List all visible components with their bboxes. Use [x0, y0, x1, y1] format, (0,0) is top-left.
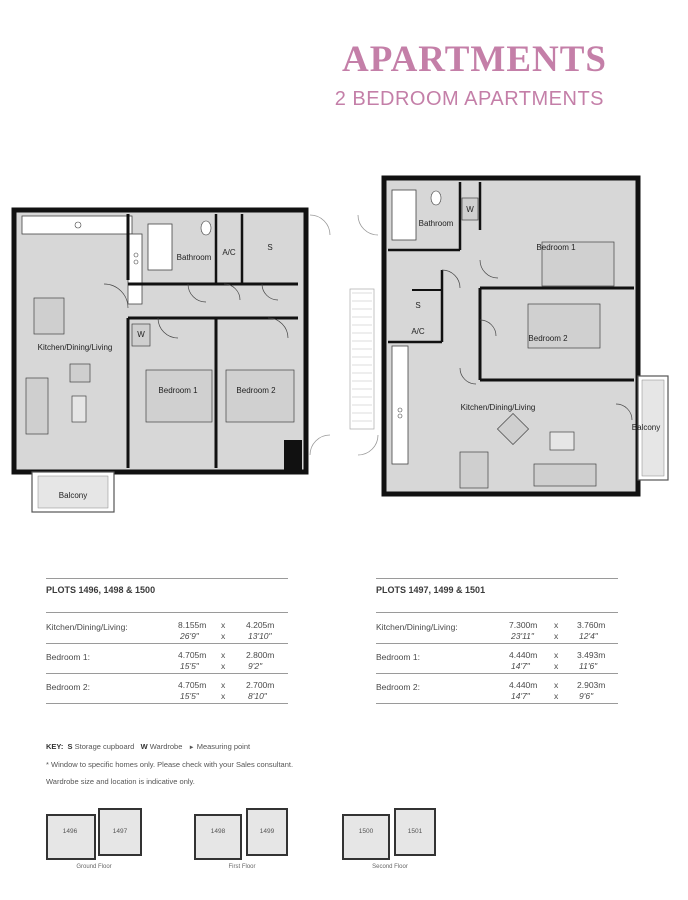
plan-right-label-ac: A/C — [411, 327, 425, 336]
key-storage-code: S — [67, 742, 73, 751]
site-plan-caption: First Floor — [228, 864, 256, 870]
site-plan-unit-a: 1500 — [358, 828, 374, 835]
table-left-row-depth-ft: 9'2" — [248, 661, 263, 671]
table-right-row-width-m: 7.300m — [509, 620, 538, 630]
plan-left-label-wardrobe: W — [137, 330, 145, 339]
key-note-window: * Window to specific homes only. Please check with your Sales consultant. — [46, 760, 294, 769]
plan-right-label-bedroom-2: Bedroom 2 — [528, 334, 568, 343]
plan-right-label-kitchen: Kitchen/Dining/Living — [460, 403, 536, 412]
table-right-row-depth-ft: 11'6" — [579, 661, 598, 671]
site-plan-unit-b: 1499 — [259, 828, 275, 835]
site-plan-unit-a: 1498 — [210, 828, 226, 835]
table-right-row-depth-m: 2.903m — [577, 680, 606, 690]
site-plan-caption: Ground Floor — [76, 864, 112, 870]
table-left-row-width-m: 8.155m — [178, 620, 207, 630]
plan-left-label-bathroom: Bathroom — [176, 253, 212, 262]
measuring-point-icon: ► — [188, 745, 195, 751]
plan-right-dining-table — [460, 452, 488, 488]
table-right-rule — [376, 703, 618, 704]
table-right-row-x2: x — [554, 691, 559, 701]
table-left-row-x2: x — [221, 631, 226, 641]
table-left-row-label: Kitchen/Dining/Living: — [46, 622, 128, 632]
table-right-row-depth-m: 3.760m — [577, 620, 606, 630]
table-right-row-width-ft: 14'7" — [511, 661, 530, 671]
page-subtitle: 2 BEDROOM APARTMENTS — [334, 88, 604, 110]
table-right-row-width-ft: 14'7" — [511, 691, 530, 701]
plan-left-sofa — [26, 378, 48, 434]
key-wardrobe-text: Wardrobe — [149, 742, 183, 751]
site-plan-second — [340, 806, 440, 872]
key-storage-text: Storage cupboard — [74, 742, 135, 751]
table-left-rule — [46, 673, 288, 674]
site-plan-unit-b: 1501 — [407, 828, 423, 835]
plan-left-dining-table — [34, 298, 64, 334]
table-left-row-width-ft: 26'9" — [180, 631, 199, 641]
plan-left-worktop — [22, 216, 132, 234]
table-left-rule — [46, 643, 288, 644]
table-right-row-label: Kitchen/Dining/Living: — [376, 622, 458, 632]
key-legend — [46, 742, 250, 751]
plan-right-label-balcony: Balcony — [631, 423, 661, 432]
table-left-top-rule — [46, 578, 288, 579]
table-right-row-depth-m: 3.493m — [577, 650, 606, 660]
plan-right-sofa — [534, 464, 596, 486]
table-left-row-depth-m: 2.800m — [246, 650, 275, 660]
table-left-title: PLOTS 1496, 1498 & 1500 — [46, 585, 156, 595]
table-right-row-x2: x — [554, 661, 559, 671]
plan-left-label-kitchen: Kitchen/Dining/Living — [37, 343, 113, 352]
table-left-row-x: x — [221, 650, 226, 660]
table-right-top-rule — [376, 578, 618, 579]
table-right-row-depth-ft: 9'6" — [579, 691, 594, 701]
table-right-rule — [376, 673, 618, 674]
table-right-title: PLOTS 1497, 1499 & 1501 — [376, 585, 486, 595]
plan-left-bed-1 — [146, 370, 212, 422]
key-note-wardrobe: Wardrobe size and location is indicative only. — [46, 777, 195, 786]
table-right-row-label: Bedroom 2: — [376, 682, 420, 692]
table-right-row-depth-ft: 12'4" — [579, 631, 598, 641]
table-left-rule — [46, 703, 288, 704]
key-prefix: KEY: — [46, 742, 64, 751]
table-left-row-width-ft: 15'5" — [180, 661, 199, 671]
table-left-row-depth-ft: 8'10" — [248, 691, 267, 701]
table-right-row-width-ft: 23'11" — [511, 631, 534, 641]
table-right-row-x2: x — [554, 631, 559, 641]
table-left-row-x: x — [221, 680, 226, 690]
stair-landing — [306, 205, 384, 475]
floor-plan-right — [380, 170, 680, 510]
table-right-row-label: Bedroom 1: — [376, 652, 420, 662]
table-right-rule — [376, 612, 618, 613]
table-left-row-depth-m: 4.205m — [246, 620, 275, 630]
site-plan-unit-a: 1496 — [62, 828, 78, 835]
table-left-row-width-ft: 15'5" — [180, 691, 199, 701]
table-left-rule — [46, 612, 288, 613]
table-right-row-x: x — [554, 650, 559, 660]
page-title: APARTMENTS — [342, 39, 607, 80]
plan-left-label-bedroom-2: Bedroom 2 — [236, 386, 276, 395]
site-plan-unit — [342, 814, 390, 860]
table-right-row-width-m: 4.440m — [509, 680, 538, 690]
table-left-row-width-m: 4.705m — [178, 680, 207, 690]
plan-left-bed-2 — [226, 370, 294, 422]
plan-left-bath — [148, 224, 172, 270]
floor-plan-left — [8, 200, 328, 520]
table-left-row-depth-ft: 13'10" — [248, 631, 272, 641]
table-left-row-label: Bedroom 2: — [46, 682, 90, 692]
site-plan-ground — [44, 806, 144, 872]
plan-left-worktop-side — [128, 234, 142, 304]
plan-right-label-bathroom: Bathroom — [418, 219, 454, 228]
table-left-row-x2: x — [221, 691, 226, 701]
plan-right-label-storage: S — [415, 301, 421, 310]
site-plan-unit — [46, 814, 96, 860]
site-plan-unit-b: 1497 — [112, 828, 128, 835]
table-right-row-width-m: 4.440m — [509, 650, 538, 660]
plan-left-label-bedroom-1: Bedroom 1 — [158, 386, 198, 395]
table-left-row-width-m: 4.705m — [178, 650, 207, 660]
site-plan-first — [192, 806, 292, 872]
table-left-row-depth-m: 2.700m — [246, 680, 275, 690]
plan-right-label-bedroom-1: Bedroom 1 — [536, 243, 576, 252]
table-left-row-x: x — [221, 620, 226, 630]
table-right-row-x: x — [554, 620, 559, 630]
key-wardrobe-code: W — [140, 742, 148, 751]
plan-left-label-ac: A/C — [222, 248, 236, 257]
table-right-row-x: x — [554, 680, 559, 690]
site-plan-unit — [194, 814, 242, 860]
plan-right-label-wardrobe: W — [466, 205, 474, 214]
plan-left-label-storage: S — [267, 243, 273, 252]
table-left-row-label: Bedroom 1: — [46, 652, 90, 662]
plan-left-label-balcony: Balcony — [58, 491, 88, 500]
plan-right-bath — [392, 190, 416, 240]
table-left-row-x2: x — [221, 661, 226, 671]
site-plan-caption: Second Floor — [372, 864, 408, 870]
key-measuring-text: Measuring point — [196, 742, 251, 751]
table-right-rule — [376, 643, 618, 644]
plan-right-worktop — [392, 346, 408, 464]
